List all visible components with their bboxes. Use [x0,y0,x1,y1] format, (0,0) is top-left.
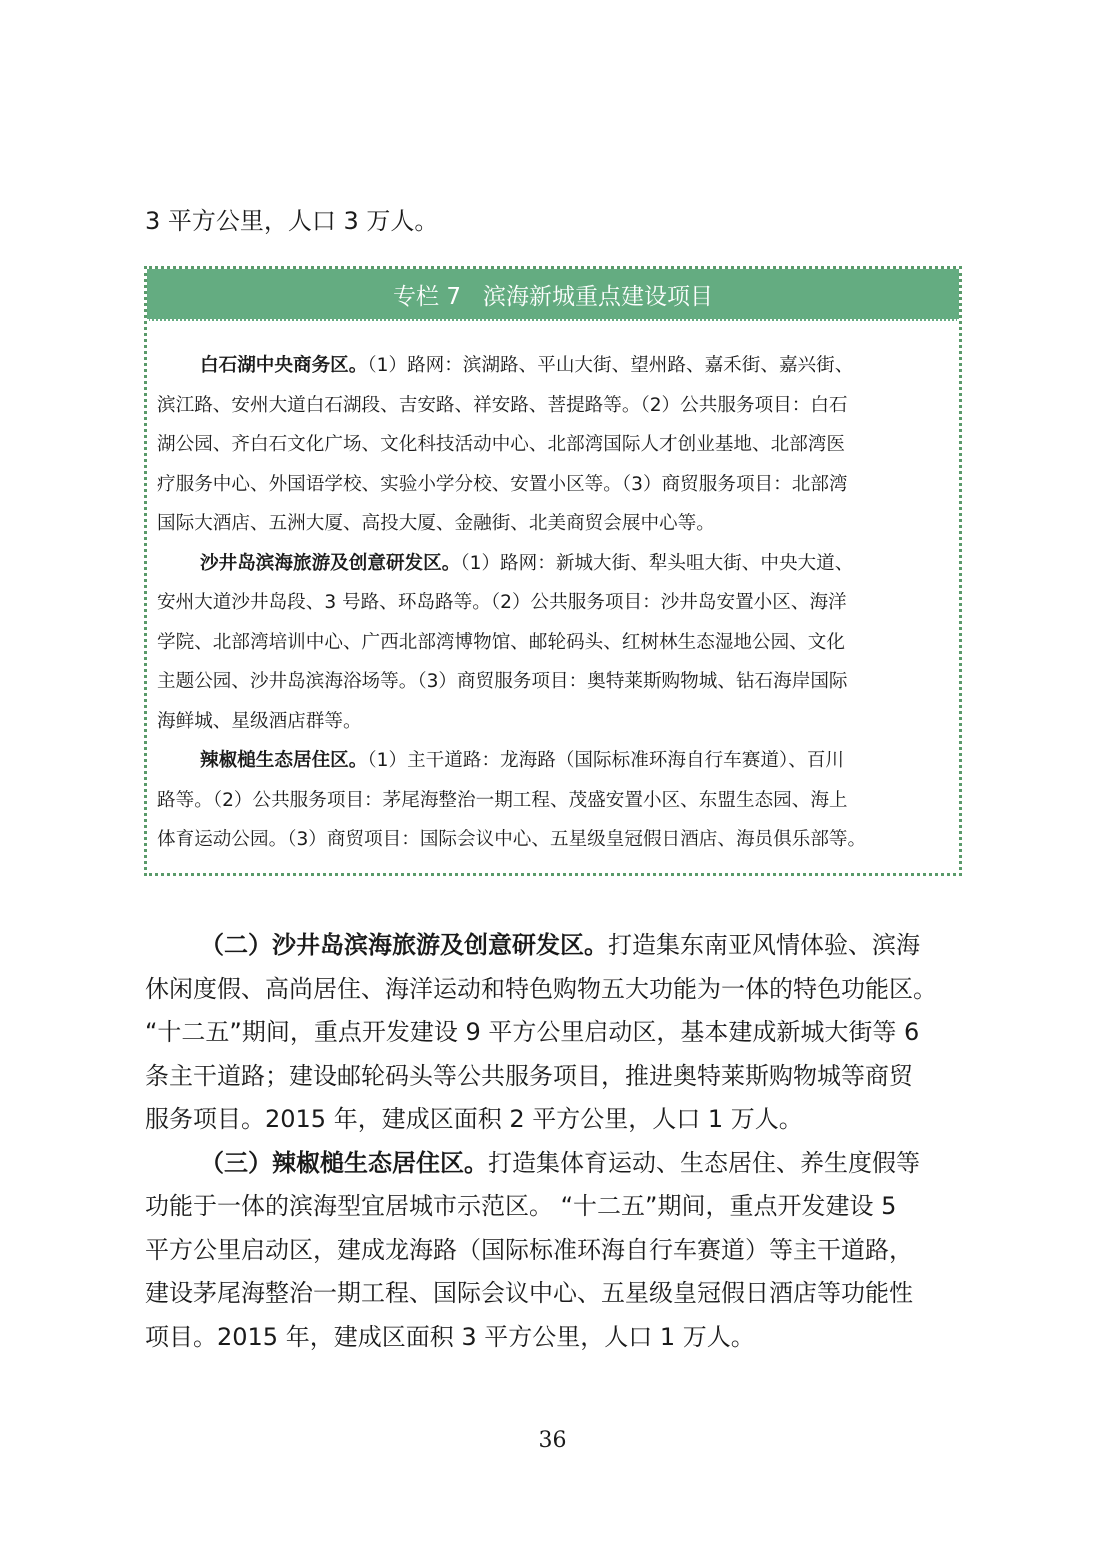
box-paragraph-line: 学院、北部湾培训中心、广西北部湾博物馆、邮轮码头、红树林生态湿地公园、文化 [157,631,845,653]
main-paragraph-line: 条主干道路；建设邮轮码头等公共服务项目，推进奥特莱斯购物城等商贸 [145,1061,913,1090]
box-text: （1）路网：滨湖路、平山大街、望州路、嘉禾街、嘉兴街、 [367,355,854,376]
box-paragraph-line [157,741,959,781]
box-section-heading: 白石湖中央商务区。 [200,355,368,376]
box-paragraph-line: 湖公园、齐白石文化广场、文化科技活动中心、北部湾国际人才创业基地、北部湾医 [157,434,845,455]
feature-box [144,266,962,876]
page-number: 36 [538,1428,567,1453]
main-text-run: 打造集体育运动、生态居住、养生度假等 [488,1148,920,1177]
main-text-run: 打造集东南亚风情体验、滨海 [608,931,920,959]
box-paragraph-line: 海鲜城、星级酒店群等。 [157,710,362,732]
main-paragraph-line: “十二五”期间，重点开发建设 9 平方公里启动区，基本建成新城大街等 6 [145,1018,920,1046]
main-paragraph-line: 平方公里启动区，建成龙海路（国际标准环海自行车赛道）等主干道路， [145,1235,913,1264]
main-section-heading: （三）辣椒槌生态居住区。 [200,1148,488,1177]
box-text: （1）路网：新城大街、犁头咀大街、中央大道、 [460,552,854,574]
box-paragraph-line: 体育运动公园。（3）商贸项目：国际会议中心、五星级皇冠假日酒店、海员俱乐部等。 [157,829,867,850]
main-paragraph-line: 功能于一体的滨海型宜居城市示范区。 “十二五”期间，重点开发建设 5 [145,1192,897,1220]
main-paragraph-line: 服务项目。2015 年，建成区面积 2 平方公里，人口 1 万人。 [145,1105,803,1133]
box-paragraph-line: 国际大酒店、五洲大厦、高投大厦、金融街、北美商贸会展中心等。 [157,513,715,534]
main-paragraph-line [145,1142,937,1186]
main-paragraph-line [145,924,937,968]
box-section-heading: 沙井岛滨海旅游及创意研发区。 [200,552,461,574]
main-section-heading: （二）沙井岛滨海旅游及创意研发区。 [200,931,608,959]
feature-box-header [147,269,959,321]
main-text [145,924,937,1359]
box-paragraph-line: 安州大道沙井岛段、3 号路、环岛路等。（2）公共服务项目：沙井岛安置小区、海洋 [157,592,847,613]
feature-box-title: 滨海新城重点建设项目 [482,283,713,310]
box-text: （1）主干道路：龙海路（国际标准环海自行车赛道）、百川 [367,750,845,771]
feature-box-label: 专栏 7 [393,283,461,310]
main-paragraph-line: 建设茅尾海整治一期工程、国际会议中心、五星级皇冠假日酒店等功能性 [145,1279,913,1307]
box-paragraph-line [157,544,959,584]
box-section-heading: 辣椒槌生态居住区。 [200,750,368,771]
main-paragraph-line: 休闲度假、高尚居住、海洋运动和特色购物五大功能为一体的特色功能区。 [145,974,937,1003]
box-paragraph-line [157,346,959,386]
box-paragraph-line: 疗服务中心、外国语学校、实验小学分校、安置小区等。（3）商贸服务项目：北部湾 [157,473,848,495]
main-paragraph-line: 项目。2015 年，建成区面积 3 平方公里，人口 1 万人。 [145,1322,755,1351]
box-paragraph-line: 路等。（2）公共服务项目：茅尾海整治一期工程、茂盛安置小区、东盟生态园、海上 [157,789,848,811]
box-paragraph-line: 滨江路、安州大道白石湖段、吉安路、祥安路、菩提路等。（2）公共服务项目：白石 [157,394,848,416]
feature-box-body [157,346,959,860]
intro-line: 3 平方公里，人口 3 万人。 [145,207,439,235]
box-paragraph-line: 主题公园、沙井岛滨海浴场等。（3）商贸服务项目：奥特莱斯购物城、钻石海岸国际 [157,671,848,692]
